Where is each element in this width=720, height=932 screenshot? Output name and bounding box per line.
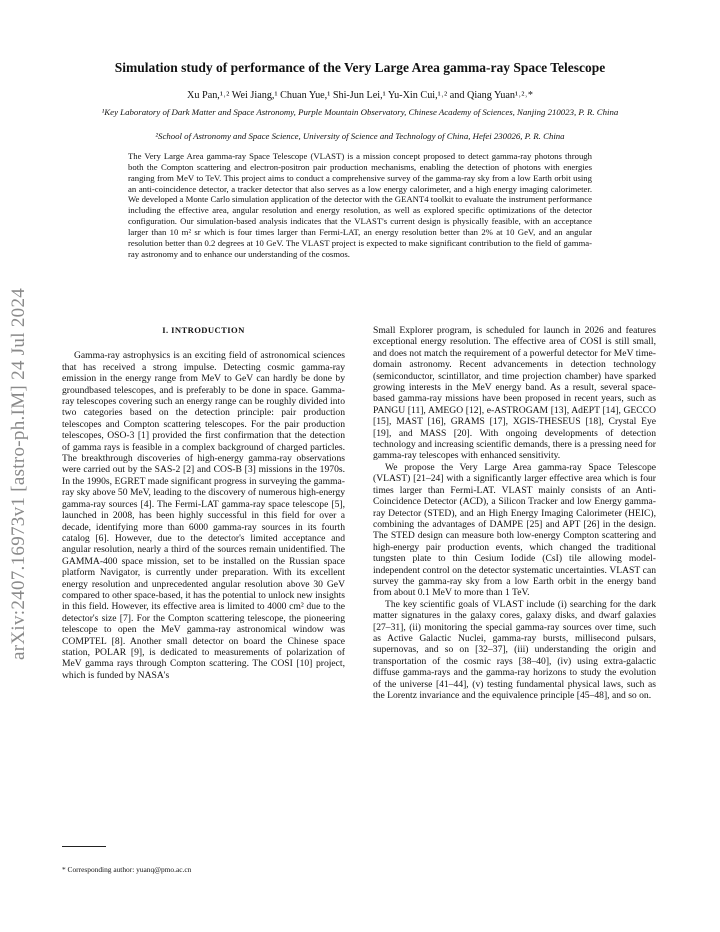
abstract: The Very Large Area gamma-ray Space Telescope (VLAST) is a mission concept proposed to detect gamma-ray photons through both the Compton scattering and electron-positron pair production mechanisms, enabling the detection of photons with energies ranging from MeV to TeV. This project aims to conduct a comprehensive survey of the gamma-ray sky from a low Earth orbit using an anti-coincidence detector, a tracker detector that also serves as a low energy calorimeter, and a high energy imaging calorimeter. We developed a Monte Carlo simulation application of the detector with the GEANT4 toolkit to evaluate the instrument performance including the effective area, angular resolution and energy resolution, as well as explored specific optimizations of the detector configuration. Our simulation-based analysis indicates that the VLAST's current design is physically feasible, with an acceptance larger than 10 m² sr which is four times larger than Fermi-LAT, an energy resolution better than 2% at 10 GeV, and an angular resolution better than 0.2 degrees at 10 GeV. The VLAST project is expected to make significant contribution to the field of gamma-ray astronomy and to enhance our understanding of the cosmos.	[128, 151, 592, 259]
intro-paragraph-science-goals: The key scientific goals of VLAST include (i) searching for the dark matter signatures in the galaxy cores, galaxy disks, and dwarf galaxies [27–31], (ii) monitoring the special gamma-ray sources over time, such as Active Galactic Nuclei, gamma-ray bursts, millisecond pulsars, supernovas, and so on [32–37], (iii) understanding the origin and transportation of the cosmic rays [38–40], (iv) using extra-galactic diffuse gamma-rays and the gamma-ray horizons to study the evolution of the universe [41–44], (v) testing fundamental physical laws, such as the Lorentz invariance and the equivalence principle [45–48], and so on.	[373, 598, 656, 701]
intro-paragraph-1: Gamma-ray astrophysics is an exciting field of astronomical sciences that has received a strong impulse. Detecting cosmic gamma-ray emission in the energy range from MeV to GeV can hardly be done by groundbased telescopes, and is preferably to be done in space. Gamma-ray telescopes covering such an energy range can be roughly divided into two categories based on the detection principle: pair production telescopes and Compton scattering telescopes. For the pair production telescopes, OSO-3 [1] provided the first confirmation that the detection of gamma rays is feasible in a complex background of charged particles. The breakthrough discoveries of high-energy gamma-ray observations were carried out by the SAS-2 [2] and COS-B [3] missions in the 1970s. In the 1990s, EGRET made significant progress in surveying the gamma-ray sky above 50 MeV, leading to the discovery of numerous high-energy gamma-ray sources [4]. The Fermi-LAT gamma-ray space telescope [5], launched in 2008, has been highly successful in this field for over a decade, identifying more than 6000 gamma-ray sources in its fourth catalog [6]. However, due to the detector's limited acceptance and angular resolution, nearly a third of the sources remain unidentified. The GAMMA-400 space mission, set to be installed on the Russian space platform Navigator, is currently under preparation. With its excellent energy resolution and unprecedented angular resolution above 30 GeV compared to other space-based, it has the potential to unlock new insights in this field. However, its effective area is limited to 4000 cm² due to the detector's size [7]. For the Compton scattering telescope, the pioneering telescope to open the MeV gamma-ray astronomical window was COMPTEL [8]. Another small detector on board the Chinese space station, POLAR [9], is dedicated to measurements of polarization of MeV gamma rays through Compton scattering. The COSI [10] project, which is funded by NASA's	[62, 350, 345, 681]
intro-paragraph-vlast: We propose the Very Large Area gamma-ray Space Telescope (VLAST) [21–24] with a significantly larger effective area which is four times larger than Fermi-LAT. VLAST mainly consists of an Anti-Coincidence Detector (ACD), a Silicon Tracker and low Energy gamma-ray Detector (STED), and an High Energy Imaging Calorimeter (HEIC), combining the advantages of DAMPE [25] and APT [26] in the design. The STED design can measure both low-energy Compton scattering and high-energy pair production events, which changed the traditional tungsten plate to thin Cesium Iodide (CsI) tile allowing model-independent control on the detector systematic uncertainties. VLAST can survey the gamma-ray sky from a low Earth orbit in the energy band from about 0.1 MeV to more than 1 TeV.	[373, 461, 656, 599]
intro-paragraph-continued: Small Explorer program, is scheduled for launch in 2026 and features exceptional energy resolution. The effective area of COSI is still small, and does not match the requirement of a powerful detector for MeV time-domain astronomy. Recent advancements in detection technology (semiconductor, scintillator, and time projection chamber) have sparked growing interests in the MeV energy band. As a result, several space-based gamma-ray missions have been proposed in recent years, such as PANGU [11], AMEGO [12], e-ASTROGAM [13], AdEPT [14], GECCO [15], MAST [16], GRAMS [17], XGIS-THESEUS [18], Crystal Eye [19], and MASS [20]. With ongoing developments of detection technology and increasing scientific demands, there is a pressing need for gamma-ray telescopes with enhanced sensitivity.	[373, 325, 656, 462]
footnote-corresponding-author: * Corresponding author: yuanq@pmo.ac.cn	[62, 865, 192, 874]
paper-title: Simulation study of performance of the Very Large Area gamma-ray Space Telescope	[114, 60, 606, 75]
arxiv-identifier: arXiv:2407.16973v1 [astro-ph.IM] 24 Jul 2024	[8, 287, 29, 660]
author-list: Xu Pan,¹˒² Wei Jiang,¹ Chuan Yue,¹ Shi-Jun Lei,¹ Yu-Xin Cui,¹˒² and Qiang Yuan¹˒²˒*	[187, 90, 533, 101]
section-heading-introduction: I. INTRODUCTION	[162, 325, 245, 335]
affiliation-1: ¹Key Laboratory of Dark Matter and Space Astronomy, Purple Mountain Observatory, Chinese Academy of Sciences, Nanjing 210023, P. R. China	[101, 107, 619, 117]
right-column	[373, 325, 656, 701]
affiliation-2: ²School of Astronomy and Space Science, University of Science and Technology of China, Hefei 230026, P. R. China	[155, 131, 565, 141]
footnote-divider	[62, 846, 106, 847]
left-column	[62, 325, 345, 681]
